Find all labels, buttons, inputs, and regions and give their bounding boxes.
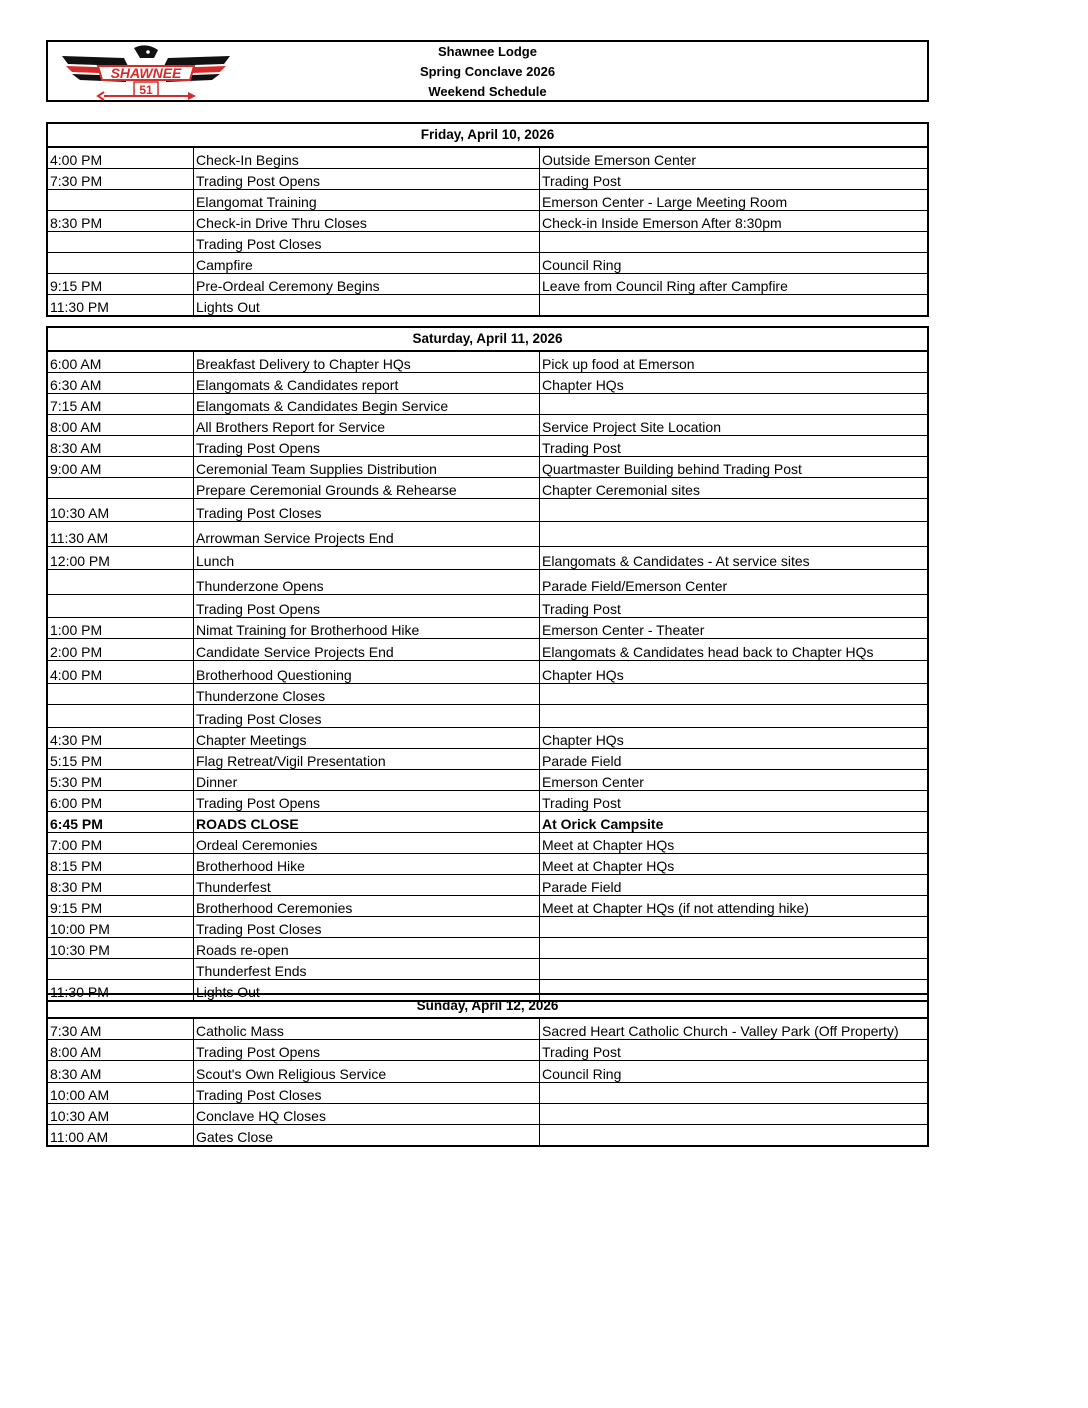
table-row [48,791,927,812]
location-cell [540,232,927,252]
event-cell: Trading Post Closes [194,499,540,521]
document-title-block [48,42,927,102]
schedule-title: Weekend Schedule [428,84,547,99]
table-row [48,415,927,436]
event-cell: Trading Post Opens [194,436,540,456]
location-cell [540,917,927,937]
location-cell: Meet at Chapter HQs (if not attending hike) [542,900,809,916]
location-cell: Emerson Center - Theater [542,622,705,638]
table-row [48,770,927,791]
location-cell [540,522,927,546]
event-cell: Conclave HQ Closes [194,1104,540,1124]
table-row [48,1040,927,1061]
event-cell: Lights Out [194,980,540,1000]
table-row [48,618,927,639]
location-cell: Sacred Heart Catholic Church - Valley Park (Off Property) [542,1023,899,1039]
time-cell: 4:00 PM [48,148,194,168]
time-cell: 7:30 AM [48,1019,194,1039]
time-cell [48,959,194,979]
event-cell: Check-in Drive Thru Closes [194,211,540,231]
event-cell: Pre-Ordeal Ceremony Begins [194,274,540,294]
location-cell: Pick up food at Emerson [542,356,695,372]
location-cell [540,684,927,704]
time-cell: 6:30 AM [48,373,194,393]
event-cell: Trading Post Opens [194,169,540,189]
location-cell: Trading Post [542,440,621,456]
logo-number: 51 [139,83,153,97]
time-cell [48,478,194,498]
location-cell: Elangomats & Candidates head back to Chapter HQs [542,644,874,660]
table-row [48,274,927,295]
location-cell: Meet at Chapter HQs [542,858,675,874]
time-cell: 11:00 AM [48,1125,194,1145]
event-cell: Nimat Training for Brotherhood Hike [194,618,540,638]
table-row [48,1083,927,1104]
time-cell: 5:15 PM [48,749,194,769]
table-row [48,394,927,415]
location-cell: Chapter HQs [542,667,624,683]
time-cell: 10:00 PM [48,917,194,937]
table-row [48,169,927,190]
table-row [48,917,927,938]
time-cell [48,253,194,273]
location-cell: Check-in Inside Emerson After 8:30pm [542,215,782,231]
table-row [48,728,927,749]
event-cell: Scout's Own Religious Service [194,1061,540,1082]
location-cell: Leave from Council Ring after Campfire [542,278,788,294]
table-row [48,1104,927,1125]
event-cell: Thunderfest Ends [194,959,540,979]
time-cell: 8:30 AM [48,436,194,456]
day-heading: Saturday, April 11, 2026 [48,328,927,352]
location-cell: Council Ring [542,257,622,273]
event-cell: Trading Post Closes [194,1083,540,1103]
time-cell: 7:00 PM [48,833,194,853]
time-cell: 7:15 AM [48,394,194,414]
event-cell: Elangomats & Candidates report [194,373,540,393]
time-cell: 7:30 PM [48,169,194,189]
table-row [48,253,927,274]
event-cell: Brotherhood Ceremonies [194,896,540,916]
table-row [48,812,927,833]
table-row [48,352,927,373]
location-cell: Council Ring [542,1066,622,1082]
location-cell: Trading Post [542,173,621,189]
time-cell: 10:30 AM [48,499,194,521]
time-cell: 12:00 PM [48,547,194,569]
location-cell [540,1083,927,1103]
event-cell: Trading Post Closes [194,705,540,727]
time-cell: 8:00 AM [48,1040,194,1060]
time-cell: 4:00 PM [48,661,194,683]
location-cell: Chapter Ceremonial sites [542,482,700,498]
table-row [48,833,927,854]
location-cell [540,295,927,315]
event-cell: Thunderzone Opens [194,570,540,594]
event-cell: Flag Retreat/Vigil Presentation [194,749,540,769]
time-cell: 8:15 PM [48,854,194,874]
table-row [48,639,927,661]
table-row [48,896,927,917]
event-cell: Breakfast Delivery to Chapter HQs [194,352,540,372]
location-cell: Elangomats & Candidates - At service sites [542,553,810,569]
table-row [48,938,927,959]
location-cell: Emerson Center - Large Meeting Room [542,194,788,210]
location-cell: Chapter HQs [542,377,624,393]
time-cell: 6:00 AM [48,352,194,372]
location-cell [540,938,927,958]
table-row [48,705,927,728]
event-cell: Check-In Begins [194,148,540,168]
location-cell [540,959,927,979]
event-cell: Thunderfest [194,875,540,895]
location-cell: Service Project Site Location [542,419,721,435]
event-cell: Trading Post Opens [194,1040,540,1060]
table-row [48,295,927,315]
schedule-table-2 [46,326,929,1002]
time-cell: 11:30 AM [48,522,194,546]
time-cell: 10:30 AM [48,1104,194,1124]
event-cell: Roads re-open [194,938,540,958]
event-cell: Lights Out [194,295,540,315]
time-cell: 8:30 AM [48,1061,194,1082]
location-cell: Quartmaster Building behind Trading Post [542,461,802,477]
event-cell: Gates Close [194,1125,540,1145]
schedule-table-1 [46,122,929,317]
event-cell: Trading Post Closes [194,232,540,252]
time-cell [48,232,194,252]
table-row [48,749,927,770]
time-cell: 11:30 PM [48,295,194,315]
location-cell [540,1125,927,1145]
time-cell: 8:00 AM [48,415,194,435]
event-cell: Dinner [194,770,540,790]
time-cell: 10:00 AM [48,1083,194,1103]
event-cell: Catholic Mass [194,1019,540,1039]
time-cell: 9:15 PM [48,896,194,916]
event-name: Spring Conclave 2026 [419,64,556,79]
event-cell: Arrowman Service Projects End [194,522,540,546]
event-cell: ROADS CLOSE [194,812,540,832]
table-row [48,522,927,547]
table-row [48,232,927,253]
table-row [48,661,927,684]
time-cell: 5:30 PM [48,770,194,790]
location-cell: Parade Field [542,753,622,769]
time-cell: 10:30 PM [48,938,194,958]
table-row [48,570,927,595]
time-cell: 8:30 PM [48,211,194,231]
event-cell: Brotherhood Hike [194,854,540,874]
table-row [48,595,927,618]
time-cell [48,705,194,727]
location-cell: Meet at Chapter HQs [542,837,675,853]
time-cell: 11:30 PM [48,980,194,1000]
location-cell [540,394,927,414]
event-cell: Trading Post Closes [194,917,540,937]
time-cell: 8:30 PM [48,875,194,895]
table-row [48,875,927,896]
event-cell: Ceremonial Team Supplies Distribution [194,457,540,477]
schedule-table-3 [46,993,929,1147]
event-cell: Chapter Meetings [194,728,540,748]
table-row [48,1061,927,1083]
location-cell: Chapter HQs [542,732,624,748]
event-cell: Thunderzone Closes [194,684,540,704]
location-cell: At Orick Campsite [542,816,664,832]
time-cell: 2:00 PM [48,639,194,660]
location-cell: Outside Emerson Center [542,152,697,168]
table-row [48,457,927,478]
location-cell: Emerson Center [542,774,644,790]
location-cell [540,499,927,521]
event-cell: All Brothers Report for Service [194,415,540,435]
time-cell [48,570,194,594]
table-row [48,684,927,705]
time-cell: 9:00 AM [48,457,194,477]
event-cell: Campfire [194,253,540,273]
table-row [48,436,927,457]
table-row [48,148,927,169]
logo-text: SHAWNEE [110,65,182,81]
time-cell: 4:30 PM [48,728,194,748]
document-header [46,40,929,102]
time-cell: 9:15 PM [48,274,194,294]
time-cell [48,595,194,617]
location-cell: Trading Post [542,795,621,811]
event-cell: Ordeal Ceremonies [194,833,540,853]
table-row [48,499,927,522]
location-cell: Parade Field/Emerson Center [542,578,728,594]
table-row [48,211,927,232]
location-cell [540,705,927,727]
table-row [48,1019,927,1040]
time-cell: 1:00 PM [48,618,194,638]
day-heading: Sunday, April 12, 2026 [48,995,927,1019]
table-row [48,478,927,499]
location-cell: Parade Field [542,879,622,895]
location-cell: Trading Post [542,1044,621,1060]
event-cell: Trading Post Opens [194,791,540,811]
event-cell: Prepare Ceremonial Grounds & Rehearse [194,478,540,498]
table-row [48,190,927,211]
table-row [48,547,927,570]
location-cell: Trading Post [542,601,621,617]
time-cell: 6:45 PM [48,812,194,832]
time-cell [48,684,194,704]
table-row [48,854,927,875]
location-cell [540,1104,927,1124]
time-cell: 6:00 PM [48,791,194,811]
event-cell: Trading Post Opens [194,595,540,617]
lodge-name: Shawnee Lodge [438,44,537,59]
event-cell: Lunch [194,547,540,569]
event-cell: Brotherhood Questioning [194,661,540,683]
table-row [48,373,927,394]
table-row [48,1125,927,1145]
event-cell: Elangomat Training [194,190,540,210]
day-heading: Friday, April 10, 2026 [48,124,927,148]
event-cell: Elangomats & Candidates Begin Service [194,394,540,414]
event-cell: Candidate Service Projects End [194,639,540,660]
table-row [48,959,927,980]
time-cell [48,190,194,210]
